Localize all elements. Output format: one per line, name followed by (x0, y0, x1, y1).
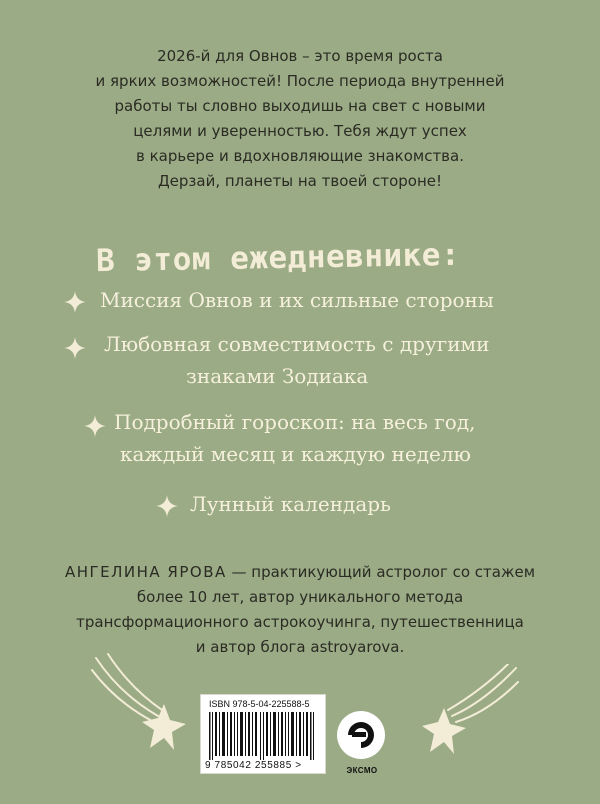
contents-heading: В этом ежедневнике: (95, 236, 461, 280)
feature-text: каждый месяц и каждую неделю (120, 442, 471, 466)
shooting-star-left-icon (90, 652, 190, 762)
author-name: АНГЕЛИНА ЯРОВА (64, 563, 227, 581)
author-bio (40, 560, 560, 660)
sparkle-icon (64, 291, 86, 313)
feature-text: Лунный календарь (190, 492, 391, 516)
feature-text: Любовная совместимость с другими (104, 332, 490, 356)
barcode-label (200, 694, 326, 774)
feature-text: Подробный гороскоп: на весь год, (114, 410, 476, 434)
intro-paragraph (60, 44, 540, 194)
shooting-star-right-icon (412, 664, 522, 774)
sparkle-icon (156, 495, 178, 517)
sparkle-icon (84, 415, 106, 437)
intro-line: целями и уверенностью. Тебя ждут успех (133, 122, 467, 140)
publisher-name: ЭКСМО (346, 766, 378, 775)
author-line (40, 560, 560, 585)
barcode-bars (209, 712, 319, 760)
author-line: более 10 лет, автор уникального метода (136, 588, 464, 606)
feature-text: Миссия Овнов и их сильные стороны (100, 288, 494, 312)
sparkle-icon (64, 337, 86, 359)
feature-text: знаками Зодиака (186, 364, 369, 388)
intro-line: 2026-й для Овнов – это время роста (157, 47, 443, 65)
intro-line: и ярких возможностей! После периода внутренней (95, 72, 505, 90)
author-text: — практикующий астролог со стажем (226, 563, 536, 581)
isbn-text: ISBN 978-5-04-225588-5 (209, 699, 310, 709)
eksmo-logo-icon (334, 708, 388, 762)
author-line: трансформационного астрокоучинга, путешественница (76, 613, 524, 631)
intro-line: работы ты словно выходишь на свет с новыми (114, 97, 486, 115)
barcode-number: 9 785042 255885 > (205, 760, 302, 771)
intro-line: в карьере и вдохновляющие знакомства. (135, 147, 464, 165)
intro-line: Дерзай, планеты на твоей стороне! (157, 172, 443, 190)
author-line: и автор блога astroyarova. (195, 638, 405, 656)
